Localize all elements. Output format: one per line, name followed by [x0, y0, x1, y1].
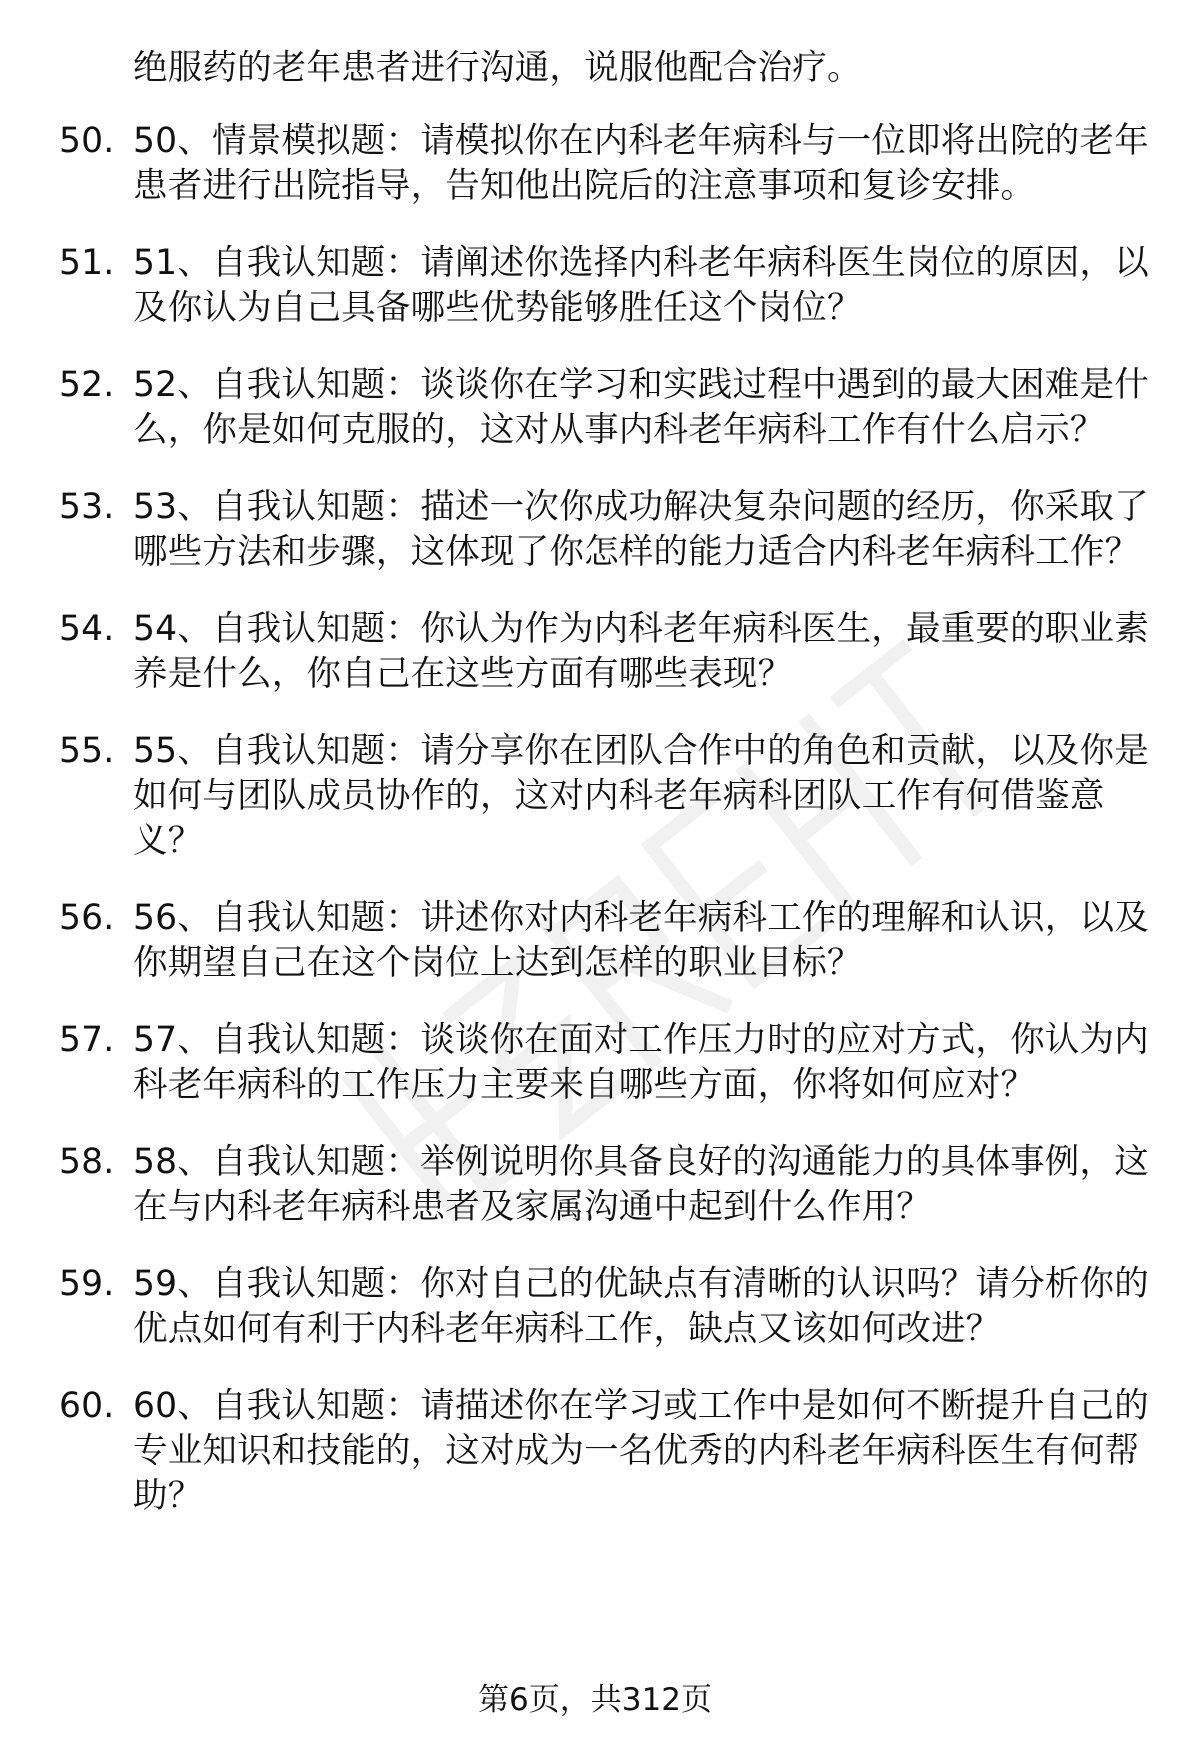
- list-item: [0, 1262, 1190, 1352]
- item-number: 59.: [59, 1264, 115, 1304]
- list-item: [0, 119, 1190, 209]
- list-item: [0, 729, 1190, 864]
- list-item: [0, 896, 1190, 986]
- item-text: 50、情景模拟题：请模拟你在内科老年病科与一位即将出院的老年患者进行出院指导，告知他出院后的注意事项和复诊安排。: [133, 121, 1149, 206]
- item-number: 52.: [59, 365, 115, 405]
- question-list: [0, 46, 1190, 1551]
- list-item: [0, 241, 1190, 331]
- item-text: 52、自我认知题：谈谈你在学习和实践过程中遇到的最大困难是什么，你是如何克服的，这对从事内科老年病科工作有什么启示？: [133, 365, 1149, 450]
- item-number: 58.: [59, 1142, 115, 1182]
- item-text: 60、自我认知题：请描述你在学习或工作中是如何不断提升自己的专业知识和技能的，这对成为一名优秀的内科老年病科医生有何帮助？: [133, 1386, 1149, 1516]
- list-item: [0, 485, 1190, 575]
- list-item: [0, 1140, 1190, 1230]
- item-number: 53.: [59, 487, 115, 527]
- item-text: 59、自我认知题：你对自己的优缺点有清晰的认识吗？请分析你的优点如何有利于内科老年病科工作，缺点又该如何改进？: [133, 1264, 1149, 1349]
- item-text: 56、自我认知题：讲述你对内科老年病科工作的理解和认识，以及你期望自己在这个岗位上达到怎样的职业目标？: [133, 898, 1149, 983]
- item-text: 51、自我认知题：请阐述你选择内科老年病科医生岗位的原因，以及你认为自己具备哪些优势能够胜任这个岗位？: [133, 243, 1149, 328]
- item-text: 58、自我认知题：举例说明你具备良好的沟通能力的具体事例，这在与内科老年病科患者及家属沟通中起到什么作用？: [133, 1142, 1149, 1227]
- list-item: [0, 1018, 1190, 1108]
- item-number: 51.: [59, 243, 115, 283]
- item-number: 50.: [59, 121, 115, 161]
- list-item-continuation: [0, 46, 1190, 91]
- item-text: 57、自我认知题：谈谈你在面对工作压力时的应对方式，你认为内科老年病科的工作压力主要来自哪些方面，你将如何应对？: [133, 1020, 1149, 1105]
- item-text: 53、自我认知题：描述一次你成功解决复杂问题的经历，你采取了哪些方法和步骤，这体现了你怎样的能力适合内科老年病科工作？: [133, 487, 1149, 572]
- item-number: 57.: [59, 1020, 115, 1060]
- item-number: 56.: [59, 898, 115, 938]
- continuation-text: 绝服药的老年患者进行沟通，说服他配合治疗。: [133, 48, 862, 88]
- item-number: 60.: [59, 1386, 115, 1426]
- item-number: 55.: [59, 731, 115, 771]
- item-number: 54.: [59, 609, 115, 649]
- list-item: [0, 1384, 1190, 1519]
- item-text: 54、自我认知题：你认为作为内科老年病科医生，最重要的职业素养是什么，你自己在这些方面有哪些表现？: [133, 609, 1149, 694]
- page-footer: 第6页，共312页: [478, 1682, 712, 1718]
- list-item: [0, 607, 1190, 697]
- list-item: [0, 363, 1190, 453]
- item-text: 55、自我认知题：请分享你在团队合作中的角色和贡献，以及你是如何与团队成员协作的，这对内科老年病科团队工作有何借鉴意义？: [133, 731, 1149, 861]
